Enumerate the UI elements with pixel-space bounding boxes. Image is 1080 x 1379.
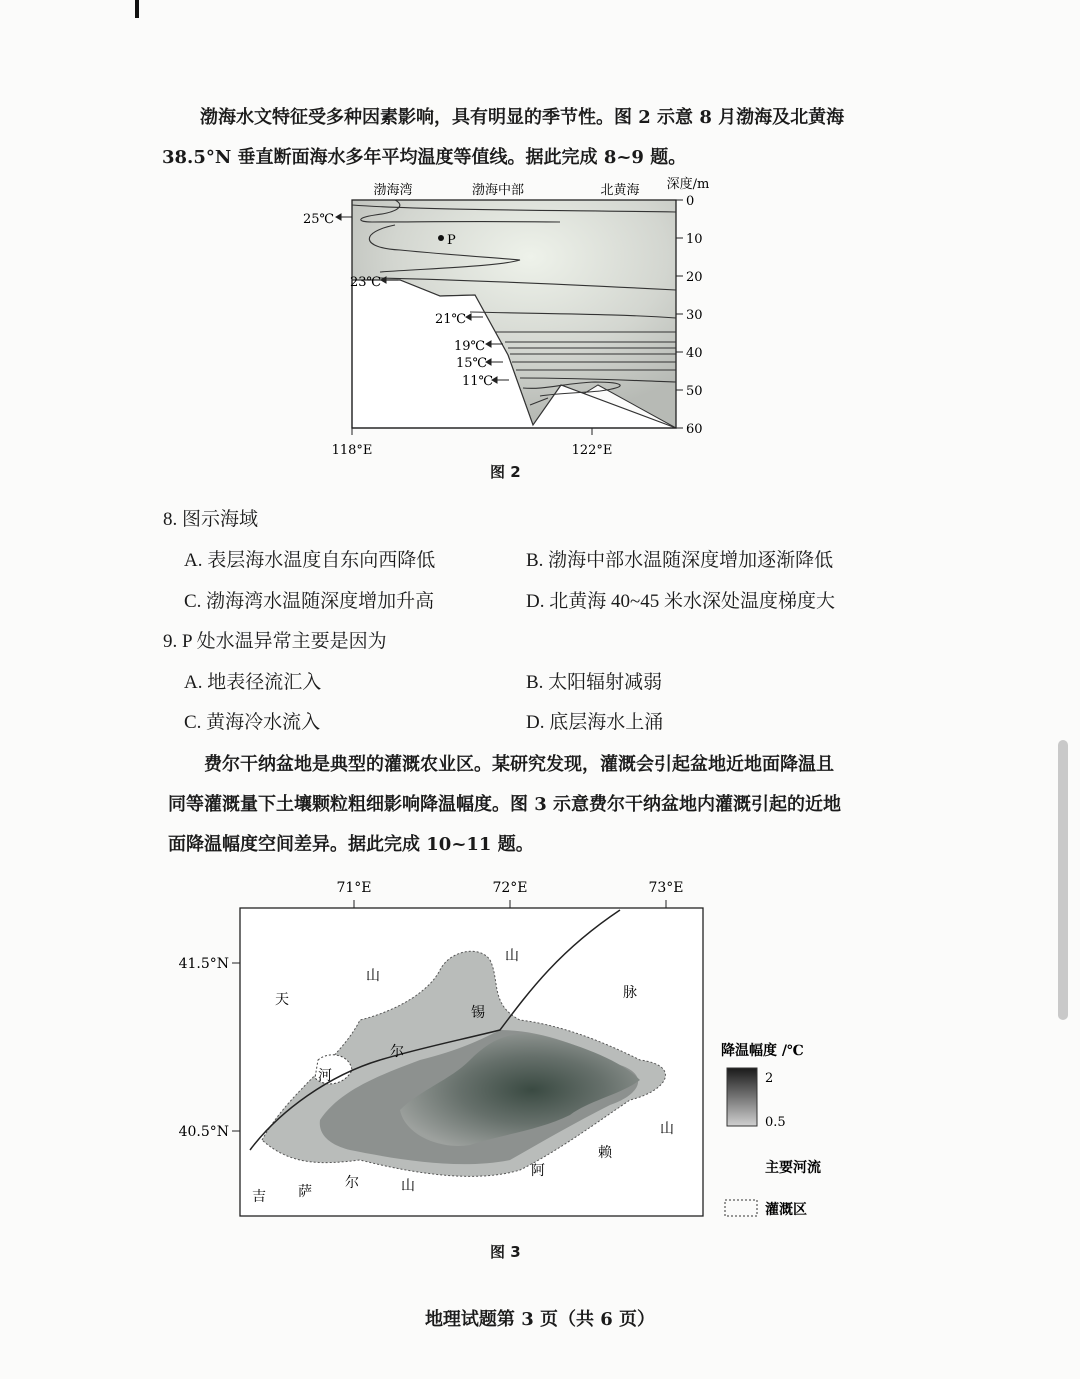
map-label-ji: 吉	[252, 1189, 266, 1205]
q8-option-a[interactable]: A. 表层海水温度自东向西降低	[184, 550, 436, 571]
figure-3-map	[170, 868, 850, 1228]
legend-max: 2	[765, 1071, 774, 1086]
depth-tick-label: 0	[686, 194, 695, 209]
isotherm-label-21: 21℃	[435, 312, 467, 327]
map-label-er: 尔	[390, 1044, 404, 1060]
lon-tick-122: 122°E	[571, 443, 613, 458]
legend-title: 降温幅度 /℃	[721, 1043, 804, 1059]
page-edge-mark	[135, 0, 139, 18]
isotherm-label-15: 15℃	[456, 356, 488, 371]
q9-option-c[interactable]: C. 黄海冷水流入	[184, 712, 321, 733]
depth-tick-label: 10	[686, 232, 703, 247]
map-label-xi: 锡	[471, 1005, 485, 1021]
depth-tick-label: 60	[686, 422, 703, 437]
isotherm-label-23: 23℃	[350, 275, 382, 290]
lon-tick-118: 118°E	[331, 443, 373, 458]
map-label-sa: 萨	[298, 1184, 312, 1200]
map-label-shan-2: 山	[505, 948, 519, 964]
depth-tick-label: 40	[686, 346, 703, 361]
depth-tick-label: 50	[686, 384, 703, 399]
figure-3-caption: 图 3	[490, 1243, 521, 1261]
map-label-shan-1: 山	[366, 968, 380, 984]
map-label-shan-3: 山	[660, 1121, 674, 1137]
figure-2-section-chart	[290, 170, 750, 470]
region-bohai-bay: 渤海湾	[373, 183, 413, 198]
lat-tick-41-5: 41.5°N	[178, 956, 229, 972]
map-label-er-2: 尔	[345, 1175, 359, 1191]
depth-axis-title: 深度/m	[666, 177, 710, 192]
point-p-label: P	[447, 233, 456, 248]
legend-irrigation: 灌溉区	[765, 1202, 807, 1218]
region-bohai-central: 渤海中部	[471, 183, 525, 198]
figure-2-caption: 图 2	[490, 463, 521, 481]
scrollbar-thumb[interactable]	[1058, 740, 1068, 1020]
q8-option-d[interactable]: D. 北黄海 40~45 米水深处温度梯度大	[526, 591, 836, 612]
q9-stem: 9. P 处水温异常主要是因为	[163, 631, 387, 652]
q8-option-c[interactable]: C. 渤海湾水温随深度增加升高	[184, 591, 435, 612]
isotherm-label-25: 25℃	[303, 212, 335, 227]
intro2-line2: 同等灌溉量下土壤颗粒粗细影响降温幅度。图 3 示意费尔干纳盆地内灌溉引起的近地	[168, 794, 842, 815]
lon-tick-73: 73°E	[648, 880, 684, 896]
lon-tick-71: 71°E	[336, 880, 372, 896]
q9-option-a[interactable]: A. 地表径流汇入	[184, 672, 322, 693]
q9-option-d[interactable]: D. 底层海水上涌	[526, 712, 664, 733]
q8-option-b[interactable]: B. 渤海中部水温随深度增加逐渐降低	[526, 550, 834, 571]
intro1-line2: 38.5°N 垂直断面海水多年平均温度等值线。据此完成 8~9 题。	[162, 147, 687, 168]
legend-irrigation-swatch	[725, 1200, 757, 1216]
legend-min: 0.5	[765, 1115, 786, 1130]
map-label-a: 阿	[531, 1163, 545, 1179]
map-label-lai: 赖	[598, 1145, 612, 1161]
page-footer: 地理试题第 3 页（共 6 页）	[424, 1309, 656, 1330]
map-label-shan-4: 山	[401, 1178, 415, 1194]
legend-color-bar	[727, 1068, 757, 1126]
isotherm-label-19: 19℃	[454, 339, 486, 354]
q9-option-b[interactable]: B. 太阳辐射减弱	[526, 672, 663, 693]
depth-ticks	[676, 194, 703, 437]
point-p-marker	[438, 235, 444, 241]
depth-tick-label: 20	[686, 270, 703, 285]
intro2-line3: 面降温幅度空间差异。据此完成 10~11 题。	[168, 834, 534, 855]
region-north-yellow-sea: 北黄海	[600, 183, 640, 198]
depth-tick-label: 30	[686, 308, 703, 323]
intro2-line1: 费尔干纳盆地是典型的灌溉农业区。某研究发现，灌溉会引起盆地近地面降温且	[204, 754, 834, 775]
map-label-mai: 脉	[623, 985, 637, 1001]
lat-tick-40-5: 40.5°N	[178, 1124, 229, 1140]
legend-river: 主要河流	[765, 1160, 821, 1176]
map-label-tian: 天	[275, 992, 289, 1008]
isotherm-label-11: 11℃	[462, 374, 494, 389]
q8-stem: 8. 图示海域	[163, 509, 259, 530]
intro1-line1: 渤海水文特征受多种因素影响，具有明显的季节性。图 2 示意 8 月渤海及北黄海	[200, 107, 845, 128]
lon-tick-72: 72°E	[492, 880, 528, 896]
map-label-he: 河	[318, 1068, 332, 1084]
